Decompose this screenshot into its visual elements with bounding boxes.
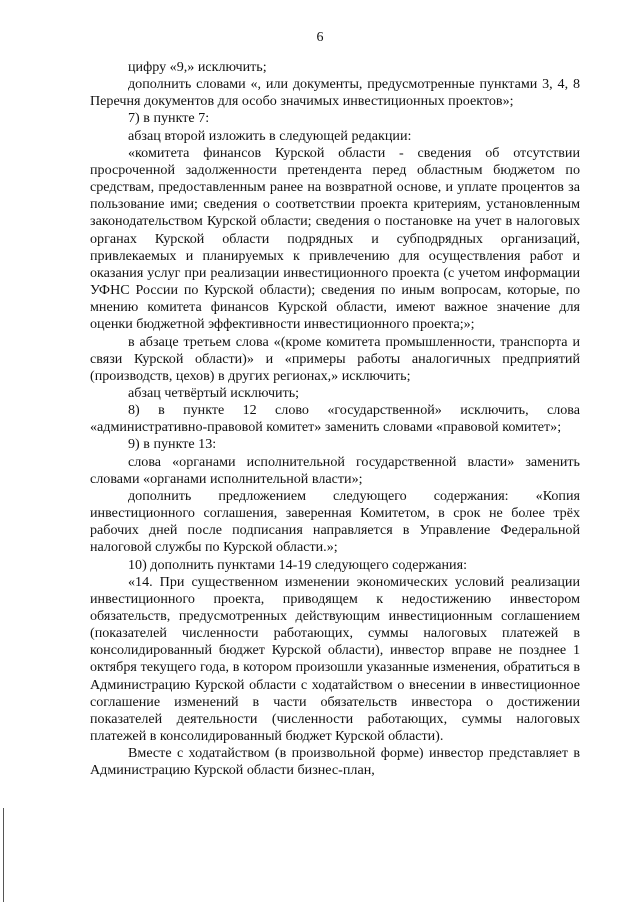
paragraph-1: цифру «9,» исключить; <box>128 59 267 75</box>
paragraph-3: 7) в пункте 7: <box>128 110 210 127</box>
paragraph-13: «14. При существенном изменении экономических условий реализации инвестиционного проекта, приводящем к недостижению инвестором обязательств, предусмотренных действующим инвестиционным соглашением (показателей численности работающих, суммы налоговых платежей в консолидированный бюджет Курской области), инвестор вправе не позднее 1 октября текущего года, в котором произошли указанные изменения, обратиться в Администрацию Курской области с ходатайством о внесении в инвестиционное соглашение изменений в части обязательств инвестора о достижении показателей деятельности (численности работающих, суммы налоговых платежей в консолидированный бюджет Курской области). <box>90 573 580 745</box>
paragraph-14: Вместе с ходатайством (в произвольной форме) инвестор представляет в Администрацию Курской области бизнес-план, <box>90 745 580 779</box>
paragraph-7: абзац четвёртый исключить; <box>128 384 300 401</box>
paragraph-12: 10) дополнить пунктами 14-19 следующего содержания: <box>128 556 467 573</box>
paragraph-4: абзац второй изложить в следующей редакции: <box>128 127 412 144</box>
paragraph-6: в абзаце третьем слова «(кроме комитета промышленности, транспорта и связи Курской области)» и «примеры работы аналогичных предприятий (производств, цехов) в других регионах,» исключить; <box>90 333 580 384</box>
paragraph-8: 8) в пункте 12 слово «государственной» исключить, слова «административно-правовой комитет» заменить словами «правовой комитет»; <box>90 402 580 436</box>
page-number: 6 <box>316 30 324 45</box>
paragraph-11: дополнить предложением следующего содержания: «Копия инвестиционного соглашения, заверенная Комитетом, в срок не более трёх рабочих дней после подписания направляется в Управление Федеральной налоговой службы по Курской области.»; <box>90 487 580 556</box>
document-body <box>90 59 580 780</box>
paragraph-2: дополнить словами «, или документы, предусмотренные пунктами 3, 4, 8 Перечня документов для особо значимых инвестиционных проектов»; <box>90 76 580 110</box>
paragraph-10: слова «органами исполнительной государственной власти» заменить словами «органами исполнительной власти»; <box>90 453 580 487</box>
paragraph-5: «комитета финансов Курской области - сведения об отсутствии просроченной задолженности претендента перед областным бюджетом по средствам, предоставленным ранее на возвратной основе, и уплате процентов за пользование ими; сведения о соответствии проекта критериям, установленным законодательством Курской области; сведения о постановке на учет в налоговых органах Курской области подрядных и субподрядных организаций, привлекаемых и планируемых к привлечению для осуществления работ и оказания услуг при реализации инвестиционного проекта (с учетом информации УФНС России по Курской области); сведения по иным вопросам, которые, по мнению комитета финансов Курской области, имеют важное значение для оценки бюджетной эффективности инвестиционного проекта;»; <box>90 144 580 333</box>
paragraph-9: 9) в пункте 13: <box>128 436 217 453</box>
scan-edge-line <box>3 808 4 902</box>
